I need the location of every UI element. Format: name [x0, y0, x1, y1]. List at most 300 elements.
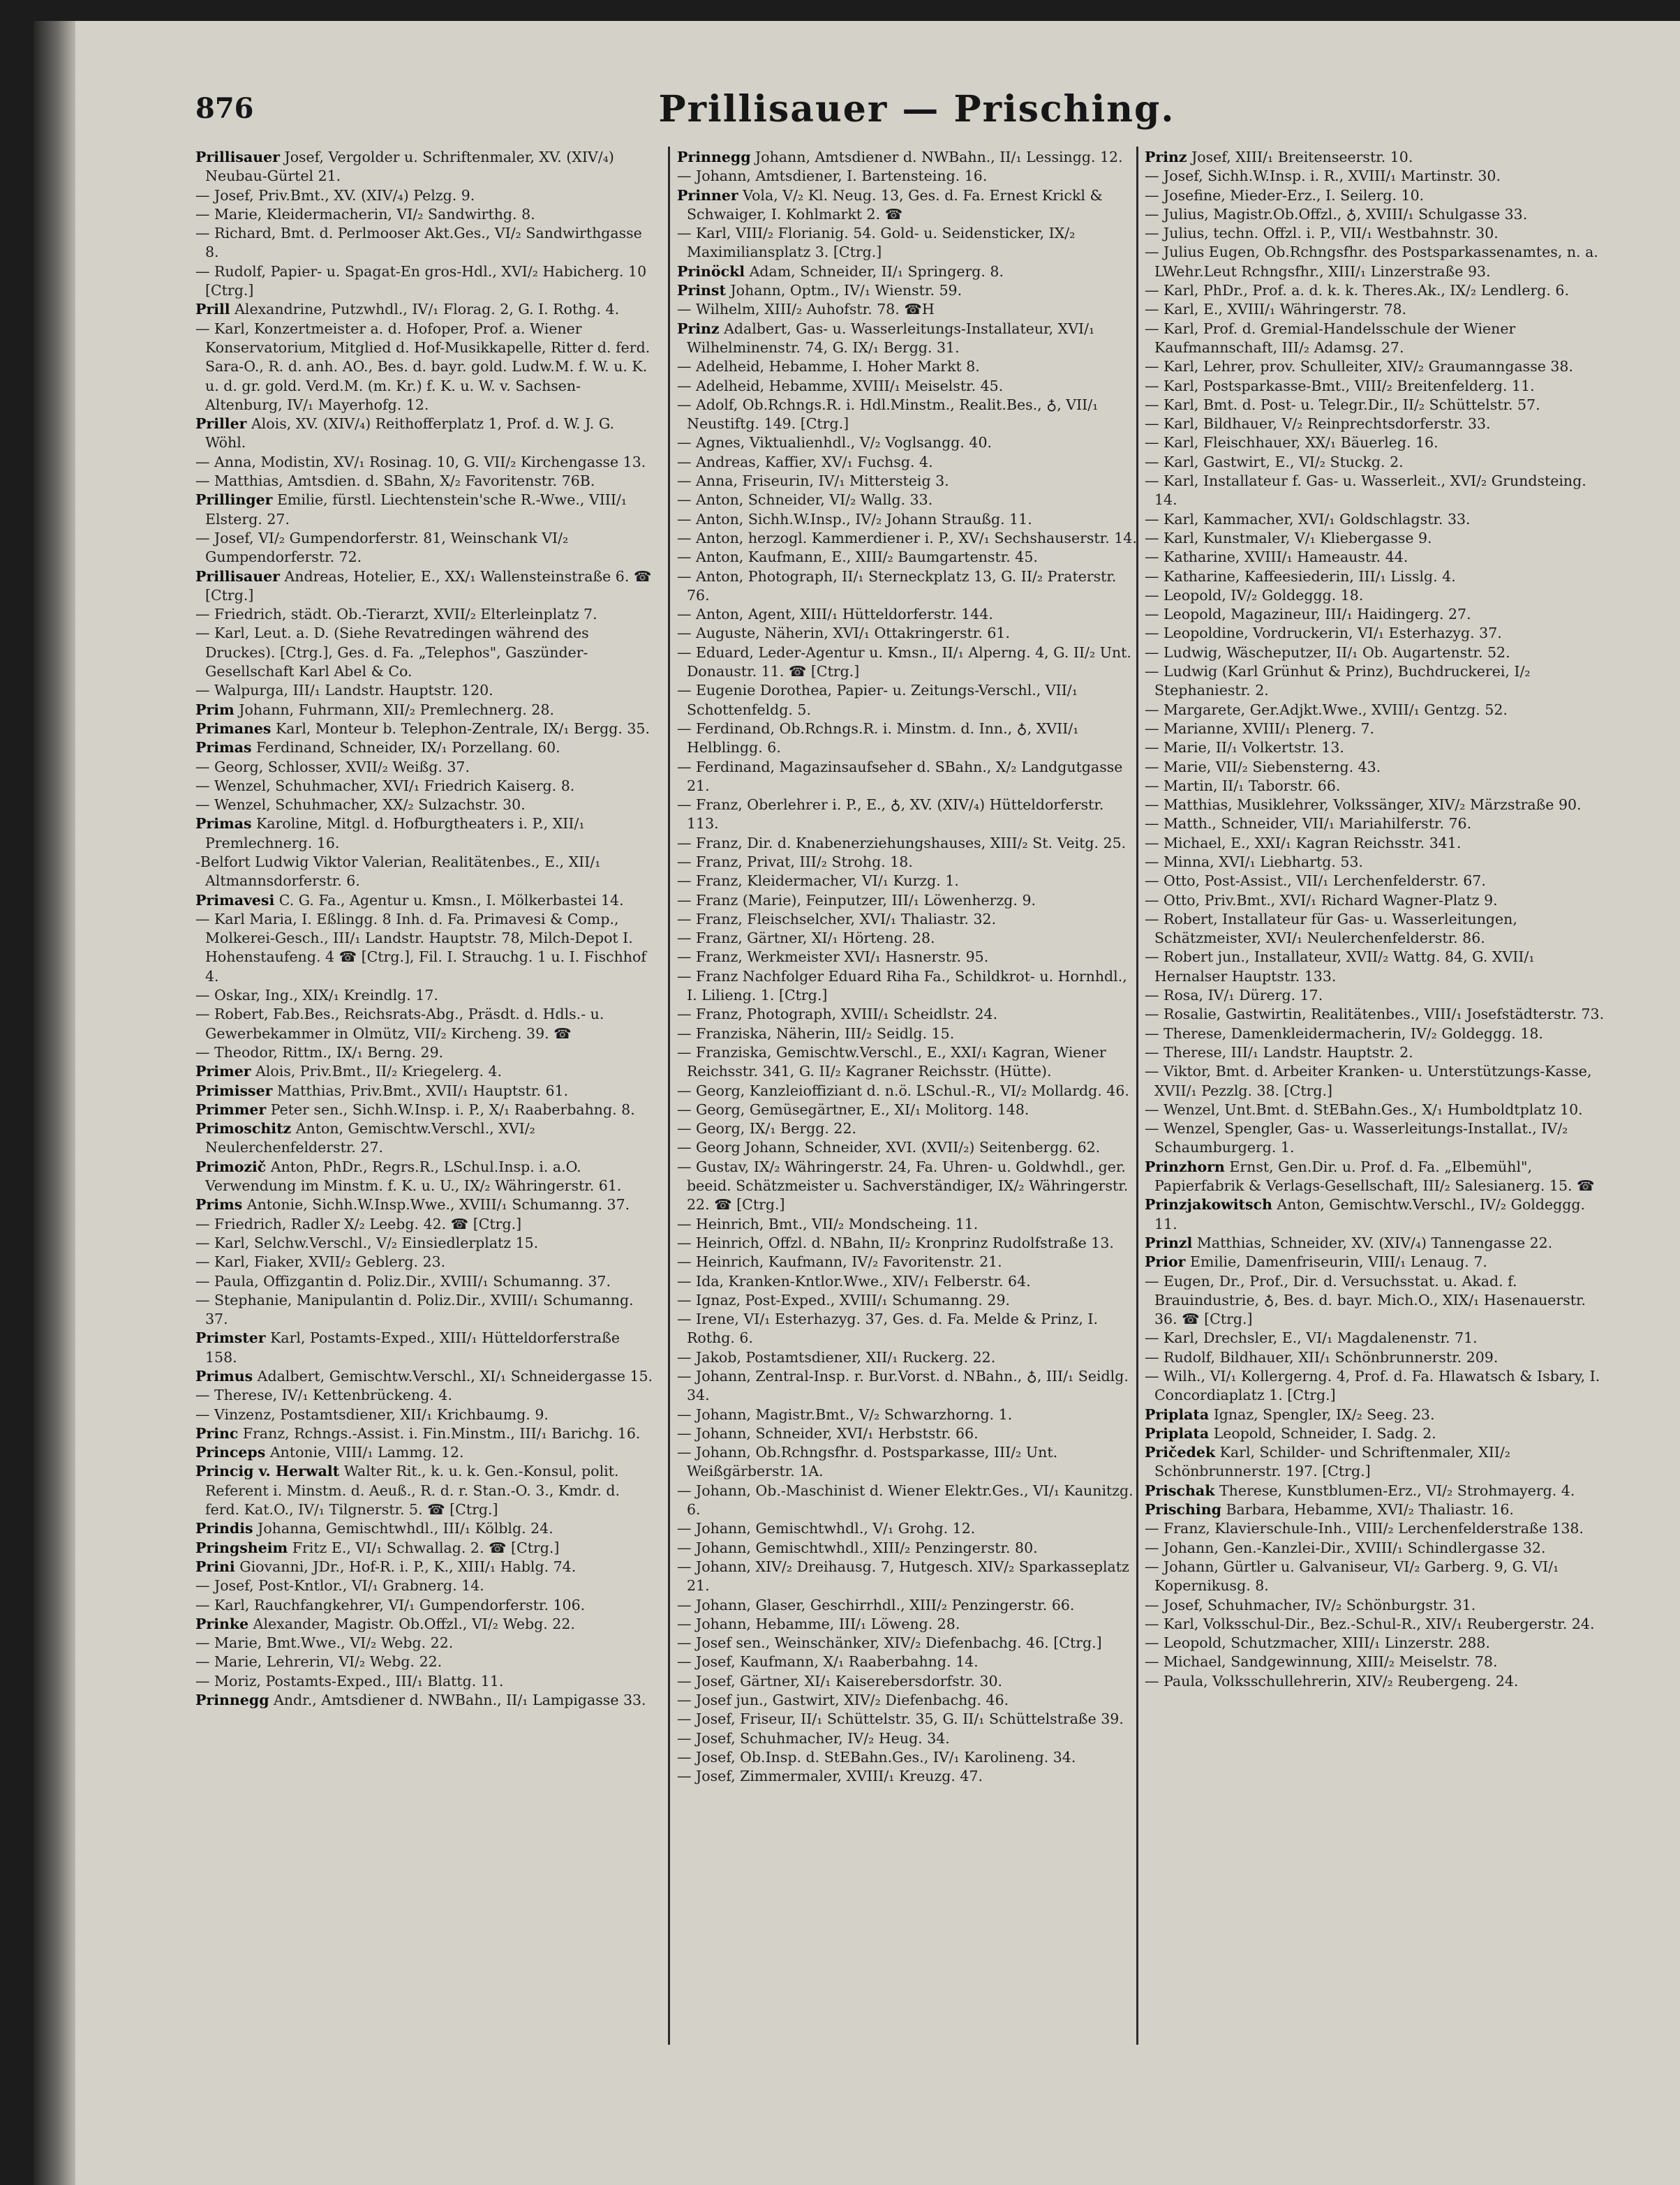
entry-details: — Moriz, Postamts-Exped., III/₁ Blattg. 11. — [195, 1672, 504, 1690]
directory-entry — [677, 548, 1138, 567]
entry-details: — Karl, Kammacher, XVI/₁ Goldschlagstr. 33. — [1145, 510, 1471, 528]
entry-details: — Ida, Kranken-Kntlor.Wwe., XIV/₁ Felberstr. 64. — [677, 1272, 1031, 1290]
directory-entry — [195, 719, 656, 738]
directory-entry — [195, 1234, 656, 1253]
directory-entry — [1145, 814, 1605, 833]
entry-details: — Matth., Schneider, VII/₁ Mariahilferstr. 76. — [1145, 815, 1472, 833]
directory-entry — [195, 853, 656, 891]
directory-entry — [195, 1082, 656, 1101]
directory-entry — [1145, 624, 1605, 643]
directory-entry — [677, 396, 1138, 434]
directory-entry — [195, 796, 656, 814]
directory-entry — [195, 1576, 656, 1595]
column-1 — [195, 148, 656, 1710]
directory-entry — [195, 814, 656, 853]
entry-details: — Otto, Priv.Bmt., XVI/₁ Richard Wagner-Platz 9. — [1145, 891, 1498, 909]
entry-surname: Primas — [195, 815, 252, 833]
entry-details: — Karl, VIII/₂ Florianig. 54. Gold- u. Seidensticker, IX/₂ Maximiliansplatz 3. [Ctrg.] — [677, 225, 1076, 261]
directory-entry — [677, 910, 1138, 929]
entry-details: — Julius, techn. Offzl. i. P., VII/₁ Westbahnstr. 30. — [1145, 225, 1499, 242]
entry-details: — Agnes, Viktualienhdl., V/₂ Voglsangg. 40. — [677, 434, 993, 452]
directory-entry — [677, 1748, 1138, 1767]
entry-details: — Eduard, Leder-Agentur u. Kmsn., II/₁ Alperng. 4, G. II/₂ Unt. Donaustr. 11. ☎ [Ctrg.] — [677, 643, 1131, 680]
directory-entry — [1145, 472, 1605, 510]
directory-entry — [1145, 1672, 1605, 1691]
entry-surname: Primus — [195, 1368, 253, 1385]
directory-entry — [195, 1405, 656, 1424]
directory-entry — [677, 834, 1138, 853]
entry-details: Alois, Priv.Bmt., II/₂ Kriegelerg. 4. — [251, 1063, 503, 1080]
directory-entry — [195, 453, 656, 472]
directory-entry — [677, 529, 1138, 548]
entry-surname: Primster — [195, 1329, 266, 1347]
entry-details: — Georg, Schlosser, XVII/₂ Weißg. 37. — [195, 758, 470, 775]
entry-surname: Primozič — [195, 1158, 267, 1175]
directory-entry — [1145, 396, 1605, 415]
directory-entry — [677, 758, 1138, 796]
page-header — [195, 85, 1638, 134]
entry-details: Andr., Amtsdiener d. NWBahn., II/₁ Lampigasse 33. — [269, 1692, 646, 1709]
entry-details: — Karl, Selchw.Verschl., V/₂ Einsiedlerplatz 15. — [195, 1234, 539, 1251]
entry-details: — Andreas, Kaffier, XV/₁ Fuchsg. 4. — [677, 453, 933, 470]
entry-details: — Franz, Kleidermacher, VI/₁ Kurzg. 1. — [677, 872, 959, 890]
directory-entry — [1145, 1062, 1605, 1101]
directory-entry — [677, 1653, 1138, 1671]
entry-details: — Franz, Gärtner, XI/₁ Hörteng. 28. — [677, 930, 935, 947]
entry-details: — Johann, Gürtler u. Galvaniseur, VI/₂ Garberg. 9, G. VI/₁ Kopernikusg. 8. — [1145, 1558, 1559, 1595]
directory-entry — [195, 605, 656, 624]
entry-details: — Therese, IV/₁ Kettenbrückeng. 4. — [195, 1387, 452, 1404]
directory-entry — [677, 1119, 1138, 1138]
entry-details: — Karl, Postsparkasse-Bmt., VIII/₂ Breitenfelderg. 11. — [1145, 377, 1535, 394]
entry-surname: Prinnegg — [195, 1692, 269, 1709]
entry-details: — Viktor, Bmt. d. Arbeiter Kranken- u. Unterstützungs-Kasse, XVII/₁ Pezzlg. 38. [Ctrg.] — [1145, 1063, 1592, 1099]
directory-entry — [677, 681, 1138, 719]
directory-entry — [677, 1767, 1138, 1786]
directory-entry — [677, 1539, 1138, 1558]
entry-surname: Prinzhorn — [1145, 1158, 1225, 1175]
entry-details: — Julius, Magistr.Ob.Offzl., ♁, XVIII/₁ Schulgasse 33. — [1145, 205, 1528, 223]
directory-entry — [195, 1119, 656, 1158]
entry-details: — Adelheid, Hebamme, I. Hoher Markt 8. — [677, 358, 980, 375]
directory-entry — [677, 1710, 1138, 1729]
entry-details: — Josef sen., Weinschänker, XIV/₂ Diefenbachg. 46. [Ctrg.] — [677, 1634, 1102, 1652]
directory-entry — [677, 377, 1138, 396]
entry-details: — Karl, Installateur f. Gas- u. Wasserleit., XVI/₂ Grundsteing. 14. — [1145, 472, 1586, 509]
entry-details: — Georg, Gemüsegärtner, E., XI/₁ Molitorg. 148. — [677, 1101, 1029, 1118]
entry-details: — Karl, E., XVIII/₁ Währingerstr. 78. — [1145, 301, 1407, 318]
entry-details: — Michael, Sandgewinnung, XIII/₂ Meiselstr. 78. — [1145, 1653, 1498, 1671]
directory-entry — [1145, 1482, 1605, 1500]
directory-entry — [195, 1043, 656, 1062]
entry-surname: Prinnegg — [677, 149, 751, 165]
directory-page — [34, 21, 1680, 2185]
entry-details: — Josef, Schuhmacher, IV/₂ Heug. 34. — [677, 1729, 950, 1747]
directory-entry — [195, 1101, 656, 1119]
entry-details: — Adelheid, Hebamme, XVIII/₁ Meiselstr. 45. — [677, 377, 1004, 394]
directory-entry — [677, 1024, 1138, 1043]
entry-surname: Princeps — [195, 1444, 266, 1461]
directory-entry — [677, 1082, 1138, 1101]
directory-entry — [195, 415, 656, 453]
directory-entry — [677, 1005, 1138, 1024]
entry-details: — Georg, Kanzleioffiziant d. n.ö. LSchul.-R., VI/₂ Mollardg. 46. — [677, 1082, 1129, 1099]
entry-details: — Johann, Gemischtwhdl., XIII/₂ Penzingerstr. 80. — [677, 1539, 1038, 1556]
entry-details: Andreas, Hotelier, E., XX/₁ Wallensteinstraße 6. ☎ [Ctrg.] — [205, 567, 652, 604]
entry-details: — Franz, Dir. d. Knabenerziehungshauses, XIII/₂ St. Veitg. 25. — [677, 834, 1127, 851]
entry-details: Adam, Schneider, II/₁ Springerg. 8. — [745, 262, 1004, 280]
entry-details: Anton, Gemischtw.Verschl., IV/₂ Goldeggg. 11. — [1154, 1196, 1586, 1232]
directory-entry — [1145, 548, 1605, 567]
entry-surname: Prims — [195, 1196, 243, 1214]
directory-entry — [195, 1158, 656, 1196]
directory-entry — [1145, 643, 1605, 662]
directory-entry — [677, 1634, 1138, 1653]
directory-entry — [1145, 701, 1605, 719]
directory-entry — [677, 796, 1138, 834]
directory-entry — [677, 1291, 1138, 1310]
directory-entry — [195, 300, 656, 319]
column-divider — [668, 147, 670, 2045]
directory-entry — [677, 1729, 1138, 1748]
entry-details: — Karl, Bildhauer, V/₂ Reinprechtsdorferstr. 33. — [1145, 415, 1491, 433]
entry-details: Alexandrine, Putzwhdl., IV/₁ Florag. 2, G. I. Rothg. 4. — [230, 301, 620, 318]
directory-entry — [677, 1367, 1138, 1405]
directory-entry — [1145, 1195, 1605, 1234]
directory-entry — [195, 1443, 656, 1462]
directory-entry — [1145, 186, 1605, 205]
entry-details: — Johann, Ob.-Maschinist d. Wiener Elektr.Ges., VI/₁ Kaunitzg. 6. — [677, 1482, 1133, 1519]
entry-details: — Therese, III/₁ Landstr. Hauptstr. 2. — [1145, 1043, 1413, 1061]
directory-entry — [1145, 1234, 1605, 1253]
directory-entry — [677, 1310, 1138, 1348]
entry-details: — Johann, XIV/₂ Dreihausg. 7, Hutgesch. XIV/₂ Sparkasseplatz 21. — [677, 1558, 1129, 1595]
entry-details: — Franz (Marie), Feinputzer, III/₁ Löwenherzg. 9. — [677, 891, 1036, 909]
entry-details: Josef, XIII/₁ Breitenseerstr. 10. — [1187, 149, 1413, 165]
directory-entry — [195, 1062, 656, 1081]
directory-entry — [677, 1596, 1138, 1615]
directory-entry — [677, 1691, 1138, 1710]
entry-surname: Prinner — [677, 186, 738, 204]
column-2 — [677, 148, 1138, 1787]
directory-entry — [1145, 1158, 1605, 1196]
entry-surname: Primoschitz — [195, 1120, 292, 1138]
entry-details: — Anton, Photograph, II/₁ Sterneckplatz 13, G. II/₂ Praterstr. 76. — [677, 567, 1117, 604]
entry-details: — Auguste, Näherin, XVI/₁ Ottakringerstr. 61. — [677, 625, 1010, 642]
directory-entry — [1145, 662, 1605, 701]
entry-details: — Ignaz, Post-Exped., XVIII/₁ Schumanng. 29. — [677, 1291, 1011, 1308]
entry-details: — Matthias, Amtsdien. d. SBahn, X/₂ Favoritenstr. 76B. — [195, 472, 595, 490]
entry-details: — Richard, Bmt. d. Perlmooser Akt.Ges., VI/₂ Sandwirthgasse 8. — [195, 225, 642, 261]
directory-entry — [1145, 281, 1605, 300]
entry-details: — Leopold, Schutzmacher, XIII/₁ Linzerstr. 288. — [1145, 1634, 1490, 1652]
entry-details: — Friedrich, städt. Ob.-Tierarzt, XVII/₂ Elterleinplatz 7. — [195, 606, 597, 623]
entry-surname: Primanes — [195, 719, 272, 737]
entry-details: — Georg, IX/₁ Bergg. 22. — [677, 1120, 857, 1138]
entry-details: — Josefine, Mieder-Erz., I. Seilerg. 10. — [1145, 186, 1425, 204]
entry-details: Adalbert, Gemischtw.Verschl., XI/₁ Schneidergasse 15. — [253, 1368, 653, 1385]
entry-details: — Stephanie, Manipulantin d. Poliz.Dir., XVIII/₁ Schumanng. 37. — [195, 1291, 634, 1328]
directory-entry — [677, 1482, 1138, 1520]
entry-details: — Rudolf, Bildhauer, XII/₁ Schönbrunnerstr. 209. — [1145, 1348, 1499, 1366]
entry-details: Peter sen., Sichh.W.Insp. i. P., X/₁ Raaberbahng. 8. — [266, 1101, 635, 1118]
entry-surname: Primavesi — [195, 891, 275, 909]
directory-entry — [677, 1672, 1138, 1691]
entry-details: Fritz E., VI/₁ Schwallag. 2. ☎ [Ctrg.] — [288, 1539, 560, 1556]
directory-entry — [195, 1329, 656, 1367]
entry-details: — Karl, Fleischhauer, XX/₁ Bäuerleg. 16. — [1145, 434, 1439, 452]
entry-details: — Therese, Damenkleidermacherin, IV/₂ Goldeggg. 18. — [1145, 1024, 1543, 1042]
directory-entry — [195, 1291, 656, 1329]
directory-entry — [677, 148, 1138, 167]
entry-details: — Franz, Privat, III/₂ Strohg. 18. — [677, 853, 913, 870]
directory-entry — [195, 1005, 656, 1043]
entry-details: Barbara, Hebamme, XVI/₂ Thaliastr. 16. — [1221, 1501, 1514, 1519]
entry-details: Karl, Monteur b. Telephon-Zentrale, IX/₁ Bergg. 35. — [271, 719, 650, 737]
entry-surname: Prisching — [1145, 1501, 1221, 1519]
entry-details: — Marie, Bmt.Wwe., VI/₂ Webg. 22. — [195, 1634, 454, 1652]
entry-surname: Prinzl — [1145, 1234, 1193, 1251]
entry-details: — Anton, Agent, XIII/₁ Hütteldorferstr. 144. — [677, 606, 993, 623]
directory-entry — [677, 624, 1138, 643]
directory-entry — [677, 1424, 1138, 1443]
entry-details: Alois, XV. (XIV/₄) Reithofferplatz 1, Prof. d. W. J. G. Wöhl. — [205, 415, 614, 452]
directory-entry — [195, 758, 656, 777]
entry-surname: Pričedek — [1145, 1444, 1216, 1461]
directory-entry — [677, 643, 1138, 682]
directory-entry — [1145, 224, 1605, 243]
entry-surname: Prini — [195, 1558, 235, 1575]
entry-details: — Johann, Ob.Rchngsfhr. d. Postsparkasse, III/₂ Unt. Weißgärberstr. 1A. — [677, 1444, 1058, 1480]
entry-details: — Franz, Photograph, XVIII/₁ Scheidlstr. 24. — [677, 1006, 998, 1023]
entry-details: Matthias, Priv.Bmt., XVII/₁ Hauptstr. 61. — [272, 1082, 569, 1099]
entry-details: Johann, Amtsdiener d. NWBahn., II/₁ Lessingg. 12. — [750, 149, 1123, 165]
entry-details: — Franz, Fleischselcher, XVI/₁ Thaliastr. 32. — [677, 910, 997, 927]
entry-details: — Katharine, XVIII/₁ Hameaustr. 44. — [1145, 549, 1408, 566]
entry-details: — Wenzel, Unt.Bmt. d. StEBahn.Ges., X/₁ Humboldtplatz 10. — [1145, 1101, 1583, 1118]
directory-entry — [1145, 1596, 1605, 1615]
directory-entry — [677, 1405, 1138, 1424]
entry-details: Ernst, Gen.Dir. u. Prof. d. Fa. „Elbemühl", Papierfabrik & Verlags-Gesellschaft, III/₂ Salesianerg. 15. ☎ — [1154, 1158, 1595, 1195]
directory-entry — [195, 1367, 656, 1386]
entry-surname: Princig v. Herwalt — [195, 1463, 340, 1480]
entry-details: — Karl, Fiaker, XVII/₂ Geblerg. 23. — [195, 1253, 446, 1271]
directory-entry — [1145, 1519, 1605, 1538]
directory-entry — [1145, 377, 1605, 396]
directory-entry — [1145, 758, 1605, 777]
directory-entry — [677, 262, 1138, 281]
entry-details: — Irene, VI/₁ Esterhazyg. 37, Ges. d. Fa. Melde & Prinz, I. Rothg. 6. — [677, 1311, 1099, 1347]
entry-details: C. G. Fa., Agentur u. Kmsn., I. Mölkerbastei 14. — [274, 891, 624, 909]
entry-details: — Marie, Lehrerin, VI/₂ Webg. 22. — [195, 1653, 443, 1671]
directory-entry — [195, 1691, 656, 1710]
entry-details: — Karl, Rauchfangkehrer, VI/₁ Gumpendorferstr. 106. — [195, 1596, 586, 1613]
entry-details: -Belfort Ludwig Viktor Valerian, Realitätenbes., E., XII/₁ Altmannsdorferstr. 6. — [195, 853, 601, 890]
entry-surname: Prindis — [195, 1520, 253, 1537]
directory-entry — [677, 320, 1138, 358]
directory-entry — [677, 1253, 1138, 1272]
directory-entry — [677, 891, 1138, 910]
directory-entry — [1145, 205, 1605, 224]
entry-details: — Michael, E., XXI/₁ Kagran Reichsstr. 341. — [1145, 834, 1462, 851]
entry-surname: Priller — [195, 415, 247, 433]
entry-details: Johanna, Gemischtwhdl., III/₁ Kölblg. 24. — [253, 1520, 553, 1537]
entry-details: — Heinrich, Kaufmann, IV/₂ Favoritenstr. 21. — [677, 1253, 1002, 1271]
entry-details: — Wenzel, Schuhmacher, XVI/₁ Friedrich Kaiserg. 8. — [195, 777, 575, 794]
entry-details: — Johann, Zentral-Insp. r. Bur.Vorst. d. NBahn., ♁, III/₁ Seidlg. 34. — [677, 1368, 1129, 1404]
entry-details: Antonie, VIII/₁ Lammg. 12. — [265, 1444, 464, 1461]
directory-entry — [1145, 510, 1605, 529]
directory-entry — [195, 891, 656, 910]
entry-surname: Priplata — [1145, 1424, 1210, 1442]
entry-details: Giovanni, JDr., Hof-R. i. P., K., XIII/₁ Hablg. 74. — [235, 1558, 577, 1575]
entry-details: — Anton, herzogl. Kammerdiener i. P., XV/₁ Sechshauserstr. 14. — [677, 529, 1137, 546]
entry-details: — Leopold, Magazineur, III/₁ Haidingerg. 27. — [1145, 606, 1471, 623]
directory-entry — [677, 872, 1138, 890]
running-head: Prillisauer — Prisching. — [658, 88, 1175, 130]
directory-entry — [195, 1634, 656, 1653]
directory-entry — [1145, 986, 1605, 1005]
directory-entry — [195, 1462, 656, 1519]
entry-details: — Marie, VII/₂ Siebensterng. 43. — [1145, 758, 1381, 775]
entry-details: — Karl, Lehrer, prov. Schulleiter, XIV/₂ Graumanngasse 38. — [1145, 358, 1573, 375]
entry-details: — Karl, Drechsler, E., VI/₁ Magdalenenstr. 71. — [1145, 1329, 1478, 1347]
entry-details: — Rosalie, Gastwirtin, Realitätenbes., VIII/₁ Josefstädterstr. 73. — [1145, 1006, 1605, 1023]
entry-details: — Ludwig, Wäscheputzer, II/₁ Ob. Augartenstr. 52. — [1145, 643, 1510, 661]
entry-details: Josef, Vergolder u. Schriftenmaler, XV. (XIV/₄) Neubau-Gürtel 21. — [205, 149, 614, 185]
entry-details: — Anton, Kaufmann, E., XIII/₂ Baumgartenstr. 45. — [677, 549, 1038, 566]
entry-details: — Karl, PhDr., Prof. a. d. k. k. Theres.Ak., IX/₂ Lendlerg. 6. — [1145, 282, 1569, 299]
directory-entry — [677, 567, 1138, 606]
directory-entry — [1145, 834, 1605, 853]
directory-entry — [1145, 891, 1605, 910]
directory-entry — [195, 1272, 656, 1291]
entry-details: — Johann, Amtsdiener, I. Bartensteing. 16. — [677, 167, 988, 185]
entry-details: Leopold, Schneider, I. Sadg. 2. — [1209, 1424, 1436, 1442]
directory-entry — [1145, 872, 1605, 890]
entry-details: — Anton, Sichh.W.Insp., IV/₂ Johann Straußg. 11. — [677, 510, 1032, 528]
directory-entry — [195, 701, 656, 719]
entry-details: — Leopoldine, Vordruckerin, VI/₁ Esterhazyg. 37. — [1145, 625, 1502, 642]
directory-entry — [677, 1272, 1138, 1291]
directory-entry — [1145, 1272, 1605, 1329]
directory-entry — [195, 148, 656, 186]
entry-details: — Josef, Sichh.W.Insp. i. R., XVIII/₁ Martinstr. 30. — [1145, 167, 1501, 185]
directory-entry — [1145, 586, 1605, 605]
entry-details: — Georg Johann, Schneider, XVI. (XVII/₂) Seitenbergg. 62. — [677, 1139, 1101, 1156]
entry-surname: Primmer — [195, 1101, 267, 1118]
directory-entry — [1145, 777, 1605, 796]
directory-entry — [677, 167, 1138, 186]
entry-details: — Otto, Post-Assist., VII/₁ Lerchenfelderstr. 67. — [1145, 872, 1486, 890]
directory-entry — [1145, 1119, 1605, 1158]
directory-entry — [1145, 1367, 1605, 1405]
entry-details: — Minna, XVI/₁ Liebhartg. 53. — [1145, 853, 1364, 870]
entry-details: Alexander, Magistr. Ob.Offzl., VI/₂ Webg. 22. — [248, 1615, 575, 1632]
directory-entry — [1145, 1024, 1605, 1043]
directory-entry — [1145, 1043, 1605, 1062]
entry-details: — Josef, Ob.Insp. d. StEBahn.Ges., IV/₁ Karolineng. 34. — [677, 1748, 1076, 1766]
entry-details: — Gustav, IX/₂ Währingerstr. 24, Fa. Uhren- u. Goldwhdl., ger. beeid. Schätzmeister u. Sachverständiger, IX/₂ Währingerstr. 22. ☎ [Ctrg.] — [677, 1158, 1129, 1214]
entry-details: — Marie, II/₁ Volkertstr. 13. — [1145, 739, 1344, 756]
directory-entry — [677, 1158, 1138, 1215]
directory-entry — [677, 300, 1138, 319]
entry-details: — Franziska, Gemischtw.Verschl., E., XXI/₁ Kagran, Wiener Reichsstr. 341, G. II/₂ Kagraner Reichsstr. (Hütte). — [677, 1043, 1106, 1080]
entry-surname: Prillinger — [195, 491, 273, 509]
directory-entry — [677, 1101, 1138, 1119]
directory-entry — [1145, 948, 1605, 986]
directory-entry — [677, 224, 1138, 262]
directory-entry — [195, 1253, 656, 1272]
entry-details: Therese, Kunstblumen-Erz., VI/₂ Strohmayerg. 4. — [1214, 1482, 1575, 1499]
directory-entry — [195, 529, 656, 567]
directory-entry — [677, 453, 1138, 472]
entry-details: — Johann, Gemischtwhdl., V/₁ Grohg. 12. — [677, 1520, 976, 1537]
directory-entry — [195, 1672, 656, 1691]
directory-entry — [677, 281, 1138, 300]
directory-entry — [677, 1234, 1138, 1253]
entry-details: — Jakob, Postamtsdiener, XII/₁ Ruckerg. 22. — [677, 1348, 996, 1366]
directory-entry — [677, 1558, 1138, 1596]
directory-entry — [1145, 1348, 1605, 1367]
directory-entry — [1145, 853, 1605, 872]
directory-entry — [195, 1519, 656, 1538]
entry-details: — Franz, Oberlehrer i. P., E., ♁, XV. (XIV/₄) Hütteldorferstr. 113. — [677, 796, 1104, 833]
entry-details: — Rudolf, Papier- u. Spagat-En gros-Hdl., XVI/₂ Habicherg. 10 [Ctrg.] — [195, 262, 647, 299]
directory-entry — [1145, 1615, 1605, 1634]
entry-details: — Paula, Volksschullehrerin, XIV/₂ Reubergeng. 24. — [1145, 1672, 1519, 1690]
directory-entry — [1145, 320, 1605, 358]
entry-details: — Johann, Schneider, XVI/₁ Herbststr. 66. — [677, 1424, 979, 1442]
directory-entry — [195, 777, 656, 796]
entry-details: — Karl, Kunstmaler, V/₁ Kliebergasse 9. — [1145, 529, 1432, 546]
entry-details: — Karl, Volksschul-Dir., Bez.-Schul-R., XIV/₁ Reubergerstr. 24. — [1145, 1615, 1595, 1632]
entry-surname: Prischak — [1145, 1482, 1215, 1499]
entry-details: — Leopold, IV/₂ Goldeggg. 18. — [1145, 586, 1364, 604]
directory-entry — [195, 681, 656, 700]
directory-entry — [1145, 1101, 1605, 1119]
directory-entry — [677, 1348, 1138, 1367]
directory-entry — [677, 1215, 1138, 1234]
entry-details: — Wilhelm, XIII/₂ Auhofstr. 78. ☎H — [677, 301, 935, 318]
entry-details: Franz, Rchngs.-Assist. i. Fin.Minstm., III/₁ Barichg. 16. — [238, 1424, 641, 1442]
directory-entry — [677, 357, 1138, 376]
directory-entry — [1145, 1405, 1605, 1424]
directory-entry — [195, 624, 656, 681]
directory-entry — [195, 1386, 656, 1405]
entry-details: — Theodor, Rittm., IX/₁ Berng. 29. — [195, 1043, 444, 1061]
directory-entry — [195, 1558, 656, 1576]
directory-entry — [677, 605, 1138, 624]
entry-details: — Oskar, Ing., XIX/₁ Kreindlg. 17. — [195, 987, 438, 1004]
entry-details: Karoline, Mitgl. d. Hofburgtheaters i. P., XII/₁ Premlechnerg. 16. — [205, 815, 585, 851]
directory-entry — [1145, 433, 1605, 452]
entry-details: — Eugen, Dr., Prof., Dir. d. Versuchsstat. u. Akad. f. Brauindustrie, ♁, Bes. d. bayr. Mich.O., XIX/₁ Hasenauerstr. 36. ☎ [Ctrg.] — [1145, 1272, 1586, 1328]
entry-details: — Eugenie Dorothea, Papier- u. Zeitungs-Verschl., VII/₁ Schottenfeldg. 5. — [677, 682, 1078, 718]
entry-details: Adalbert, Gas- u. Wasserleitungs-Installateur, XVI/₁ Wilhelminenstr. 74, G. IX/₁ Bergg. 31. — [687, 320, 1095, 356]
entry-surname: Primisser — [195, 1082, 273, 1099]
entry-details: — Adolf, Ob.Rchngs.R. i. Hdl.Minstm., Realit.Bes., ♁, VII/₁ Neustiftg. 149. [Ctrg.] — [677, 396, 1099, 433]
directory-entry — [677, 510, 1138, 529]
directory-entry — [1145, 1443, 1605, 1482]
entry-details: — Paula, Offizgantin d. Poliz.Dir., XVIII/₁ Schumanng. 37. — [195, 1272, 611, 1290]
entry-details: — Wenzel, Schuhmacher, XX/₂ Sulzachstr. 30. — [195, 796, 526, 814]
directory-entry — [195, 1195, 656, 1214]
directory-entry — [1145, 1539, 1605, 1558]
directory-entry — [195, 186, 656, 205]
directory-entry — [195, 472, 656, 491]
entry-details: Anton, Gemischtw.Verschl., XVI/₂ Neulerchenfelderstr. 27. — [205, 1120, 535, 1156]
